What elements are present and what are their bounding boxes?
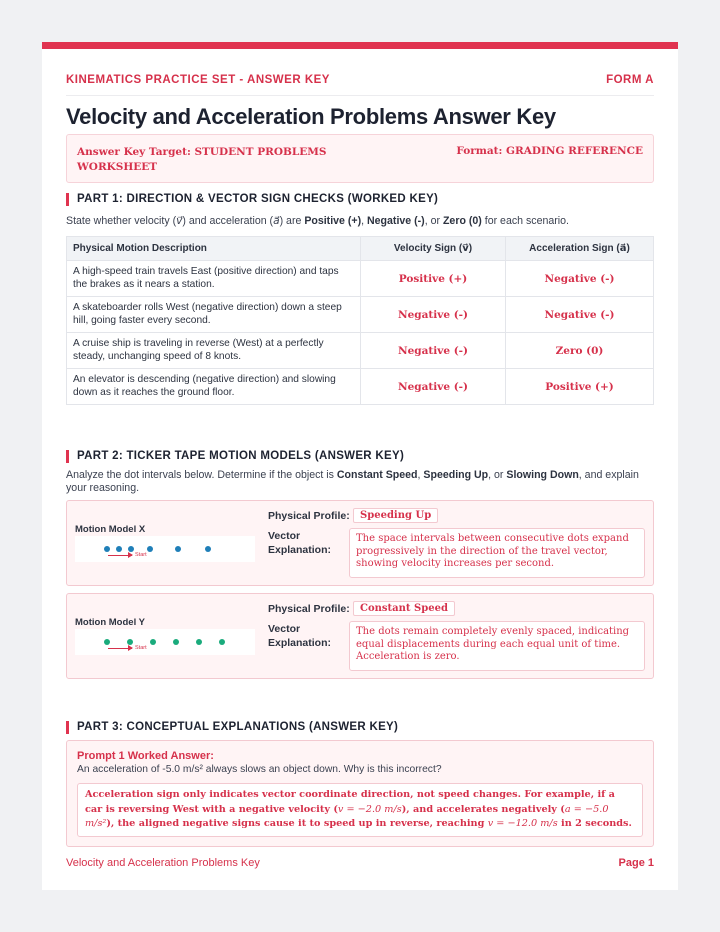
part1-instructions — [66, 215, 654, 228]
tape-dot — [116, 546, 122, 552]
header-divider — [66, 95, 654, 96]
velocity-sign: Negative (-) — [361, 369, 506, 405]
table-row — [67, 261, 654, 297]
answer-text: in 2 seconds. — [557, 818, 632, 829]
intro-text: , or — [488, 469, 507, 481]
col-description: Physical Motion Description — [67, 237, 361, 261]
label-line: Vector — [268, 530, 301, 542]
answer-key-sheet — [42, 42, 678, 890]
table-header-row — [67, 237, 654, 261]
velocity-sign: Negative (-) — [361, 297, 506, 333]
label-line: Explanation: — [268, 637, 332, 649]
page-footer — [66, 857, 654, 869]
equation: a = −5.0 m/s² — [85, 803, 609, 829]
prompt-text: An acceleration of -5.0 m/s² always slows an object down. Why is this incorrect? — [77, 764, 442, 775]
part3-heading: PART 3: CONCEPTUAL EXPLANATIONS (ANSWER KEY) — [66, 721, 398, 734]
slowing-down-term: Slowing Down — [506, 469, 579, 481]
ticker-tape — [75, 629, 255, 655]
prompt-card — [66, 740, 654, 847]
velocity-symbol: v⃗ — [176, 215, 183, 227]
worked-answer — [77, 783, 643, 837]
answer-text: ), and accelerates negatively ( — [401, 803, 565, 815]
motion-description: A high-speed train travels East (positive direction) and taps the brakes as it nears a station. — [67, 261, 361, 297]
ticker-tape — [75, 536, 255, 562]
prompt-title: Prompt 1 Worked Answer: — [77, 750, 214, 762]
motion-description: An elevator is descending (negative direction) and slowing down as it reaches the ground floor. — [67, 369, 361, 405]
profile-badge: Speeding Up — [353, 508, 438, 523]
vector-explanation: The dots remain completely evenly spaced, indicating equal displacements during each equal unit of time. Acceleration is zero. — [349, 621, 645, 671]
page-title: Velocity and Acceleration Problems Answer Key — [66, 104, 556, 129]
motion-model-card — [66, 593, 654, 679]
footer-title: Velocity and Acceleration Problems Key — [66, 857, 260, 869]
equation: v = −12.0 m/s — [487, 818, 558, 829]
acceleration-sign: Zero (0) — [506, 333, 654, 369]
speeding-up-term: Speeding Up — [423, 469, 489, 481]
tape-dot — [104, 639, 110, 645]
header-kicker-row — [66, 74, 654, 86]
profile-badge: Constant Speed — [353, 601, 455, 616]
form-label: FORM A — [606, 74, 654, 86]
tape-dot — [104, 546, 110, 552]
vector-explanation-label — [268, 622, 331, 650]
col-velocity-sign: Velocity Sign (v⃗) — [361, 237, 506, 261]
zero-term: Zero (0) — [442, 215, 482, 227]
acceleration-sign: Negative (-) — [506, 261, 654, 297]
positive-term: Positive (+) — [304, 215, 362, 227]
profile-label: Physical Profile: — [268, 510, 350, 522]
start-label: Start — [135, 645, 147, 651]
target-info-box — [66, 134, 654, 183]
intro-text: , — [417, 469, 424, 481]
negative-term: Negative (-) — [367, 215, 425, 227]
velocity-sign: Negative (-) — [361, 333, 506, 369]
table-row — [67, 297, 654, 333]
intro-text: State whether velocity ( — [66, 215, 177, 227]
tape-dot — [219, 639, 225, 645]
kicker-text: KINEMATICS PRACTICE SET - ANSWER KEY — [66, 74, 330, 86]
acceleration-symbol: a⃗ — [273, 215, 280, 227]
label-line: Explanation: — [268, 544, 332, 556]
tape-dot — [205, 546, 211, 552]
profile-label: Physical Profile: — [268, 603, 350, 615]
tape-dot — [175, 546, 181, 552]
intro-text: ) and acceleration ( — [182, 215, 274, 227]
label-line: Vector — [268, 623, 301, 635]
start-label: Start — [135, 552, 147, 558]
part1-heading: PART 1: DIRECTION & VECTOR SIGN CHECKS (WORKED KEY) — [66, 193, 438, 206]
tape-dot — [173, 639, 179, 645]
answer-text: Acceleration sign only indicates vector coordinate direction, not speed changes. For example, if a car is reversing West with a negative velocity ( — [85, 789, 615, 815]
model-name: Motion Model X — [75, 524, 146, 535]
acceleration-sign: Negative (-) — [506, 297, 654, 333]
col-acceleration-sign: Acceleration Sign (a⃗) — [506, 237, 654, 261]
motion-description: A cruise ship is traveling in reverse (West) at a perfectly steady, unchanging speed of 8 knots. — [67, 333, 361, 369]
intro-text: , or — [424, 215, 443, 227]
intro-text: for each scenario. — [481, 215, 569, 227]
acceleration-sign: Positive (+) — [506, 369, 654, 405]
intro-text: , and explain your reasoning. — [66, 469, 639, 494]
direction-arrow — [108, 648, 132, 649]
target-label: Answer Key Target: STUDENT PROBLEMS WORKSHEET — [77, 146, 327, 173]
direction-arrow — [108, 555, 132, 556]
part2-heading: PART 2: TICKER TAPE MOTION MODELS (ANSWER KEY) — [66, 450, 404, 463]
part2-instructions — [66, 469, 654, 495]
vector-sign-table — [66, 236, 654, 405]
intro-text: , — [361, 215, 368, 227]
tape-dot — [147, 546, 153, 552]
table-row — [67, 333, 654, 369]
format-label: Format: GRADING REFERENCE — [456, 145, 643, 157]
tape-dot — [196, 639, 202, 645]
velocity-sign: Positive (+) — [361, 261, 506, 297]
equation: v = −2.0 m/s — [337, 803, 402, 815]
constant-speed-term: Constant Speed — [336, 469, 418, 481]
vector-explanation: The space intervals between consecutive dots expand progressively in the direction of the travel vector, showing velocity increases per second. — [349, 528, 645, 578]
motion-model-card — [66, 500, 654, 586]
model-name: Motion Model Y — [75, 617, 146, 628]
intro-text: ) are — [279, 215, 305, 227]
answer-text: ), the aligned negative signs cause it to speed up in reverse, reaching — [106, 818, 488, 829]
vector-explanation-label — [268, 529, 331, 557]
page-number: Page 1 — [618, 857, 654, 869]
motion-description: A skateboarder rolls West (negative direction) down a steep hill, going faster every second. — [67, 297, 361, 333]
tape-dot — [150, 639, 156, 645]
intro-text: Analyze the dot intervals below. Determine if the object is — [66, 469, 337, 481]
table-row — [67, 369, 654, 405]
